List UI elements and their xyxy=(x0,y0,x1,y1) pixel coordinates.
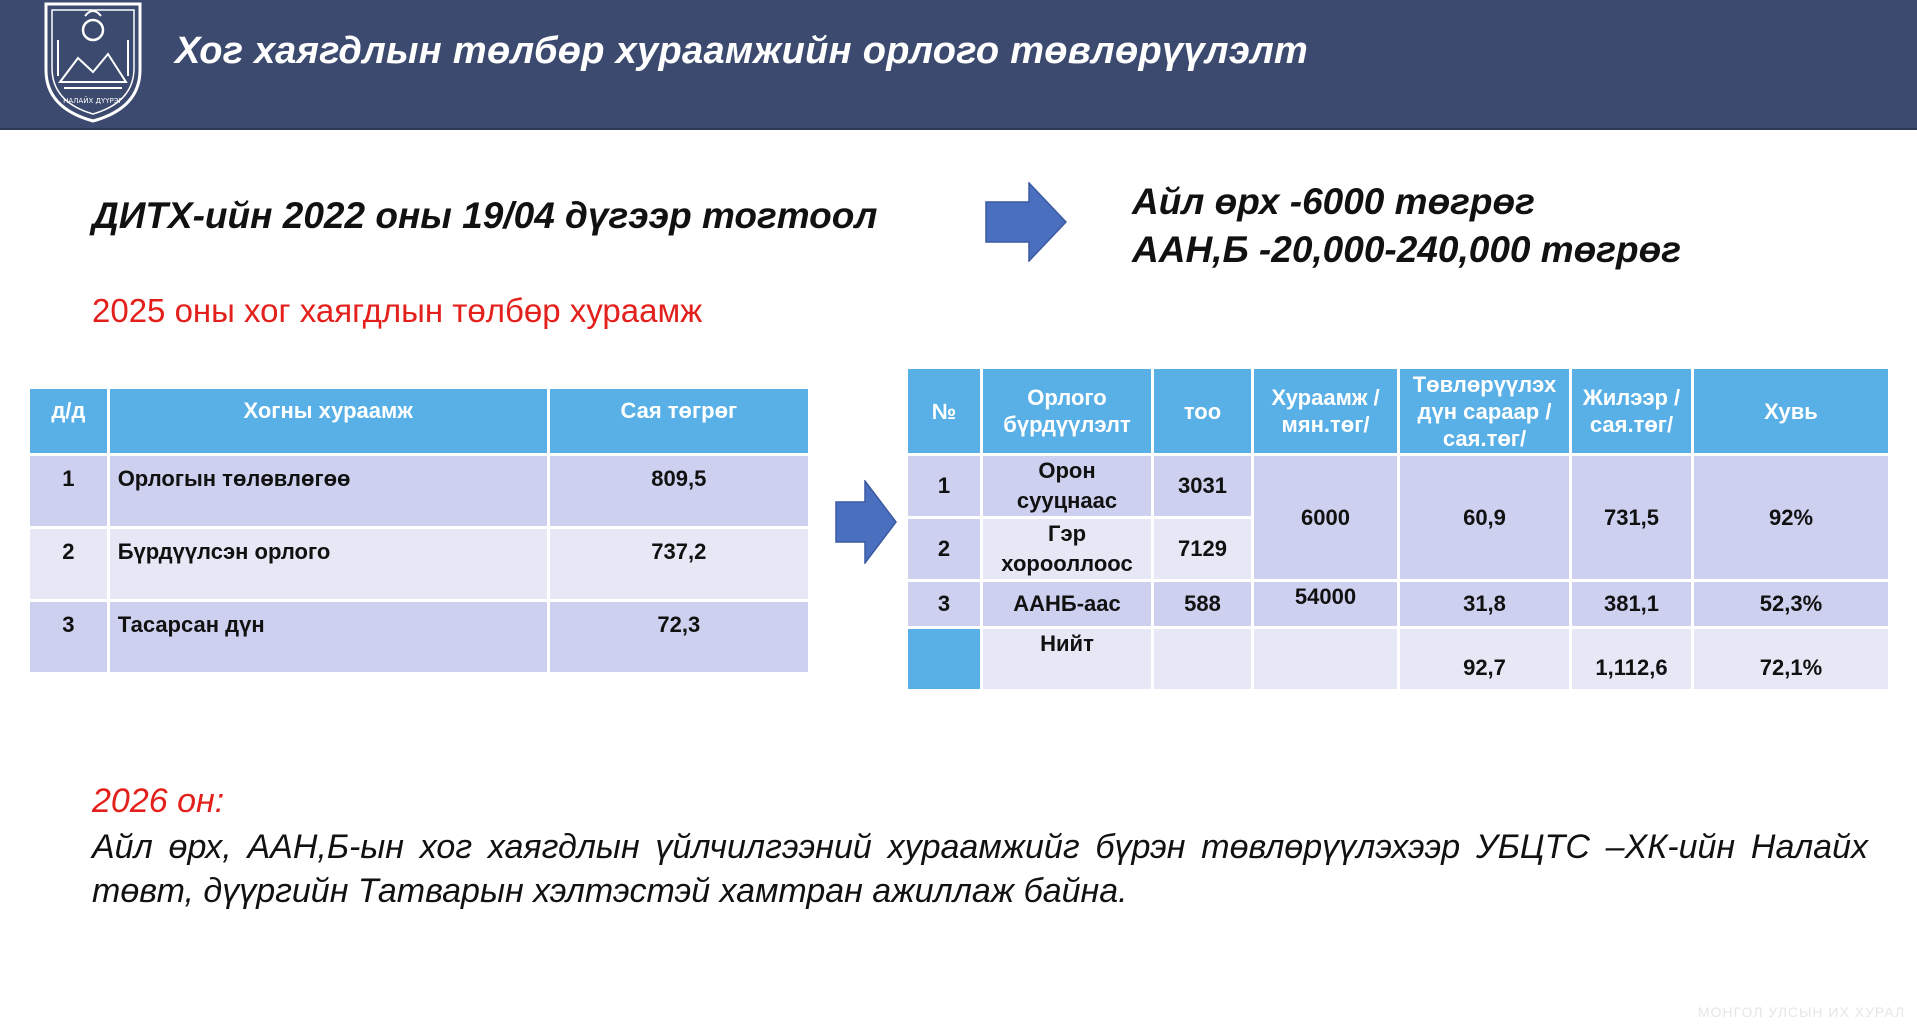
column-header: Жилээр /сая.төг/ xyxy=(1572,369,1691,453)
column-header: Хогны хураамж xyxy=(110,389,547,453)
revenue-breakdown-table xyxy=(905,366,1891,692)
right-arrow-icon xyxy=(985,182,1067,262)
fee-household: Айл өрх -6000 төгрөг xyxy=(1132,181,1535,222)
row-number xyxy=(908,629,980,689)
table1-heading: 2025 оны хог хаягдлын төлбөр хураамж xyxy=(92,292,703,329)
row-source: Нийт xyxy=(983,629,1151,689)
table-row xyxy=(908,456,1888,516)
table-row xyxy=(30,529,808,599)
column-header: Хувь xyxy=(1694,369,1888,453)
fee-business: ААН,Б -20,000-240,000 төгрөг xyxy=(1132,229,1681,270)
row-label: Тасарсан дүн xyxy=(110,602,547,672)
decree-text: ДИТХ-ийн 2022 оны 19/04 дүгээр тогтоол xyxy=(92,195,878,236)
total-monthly: 92,7 xyxy=(1400,629,1569,689)
svg-text:НАЛАЙХ ДҮҮРЭГ: НАЛАЙХ ДҮҮРЭГ xyxy=(63,97,123,105)
row-value: 737,2 xyxy=(550,529,808,599)
column-header: тоо xyxy=(1154,369,1251,453)
row-label: Орлогын төлөвлөгөө xyxy=(110,456,547,526)
note-text: Айл өрх, ААН,Б-ын хог хаягдлын үйлчилгээний хураамжийг бүрэн төвлөрүүлэхээр УБЦТС –ХК-ийн Налайх төвт, дүүргийн Татварын хэлтэстэй хамтран ажиллаж байна. xyxy=(92,828,1868,910)
household-yearly: 731,5 xyxy=(1572,456,1691,579)
table-row xyxy=(30,456,808,526)
business-yearly: 381,1 xyxy=(1572,582,1691,626)
row-source: Гэр хорооллоос xyxy=(983,519,1151,579)
watermark: МОНГОЛ УЛСЫН ИХ ХУРАЛ xyxy=(1698,1004,1906,1020)
row-label: Бүрдүүлсэн орлого xyxy=(110,529,547,599)
row-source: Орон сууцнаас xyxy=(983,456,1151,516)
district-emblem-icon xyxy=(40,0,146,124)
table-row xyxy=(908,629,1888,689)
fee-summary-table xyxy=(27,386,811,675)
row-count: 3031 xyxy=(1154,456,1251,516)
header-bar xyxy=(0,0,1917,130)
column-header: д/д xyxy=(30,389,107,453)
business-fee: 54000 xyxy=(1254,582,1397,626)
row-value: 809,5 xyxy=(550,456,808,526)
business-percent: 52,3% xyxy=(1694,582,1888,626)
row-source: ААНБ-аас xyxy=(983,582,1151,626)
fee-rates xyxy=(1132,178,1681,274)
table-row xyxy=(30,602,808,672)
row-count xyxy=(1154,629,1251,689)
row-number: 1 xyxy=(908,456,980,516)
column-header: Төвлөрүүлэх дүн сараар /сая.төг/ xyxy=(1400,369,1569,453)
total-percent: 72,1% xyxy=(1694,629,1888,689)
row-value: 72,3 xyxy=(550,602,808,672)
total-yearly: 1,112,6 xyxy=(1572,629,1691,689)
row-count: 588 xyxy=(1154,582,1251,626)
row-number: 3 xyxy=(30,602,107,672)
column-header: Сая төгрөг xyxy=(550,389,808,453)
row-number: 1 xyxy=(30,456,107,526)
row-number: 3 xyxy=(908,582,980,626)
right-arrow-icon xyxy=(835,480,897,564)
column-header: Хураамж /мян.төг/ xyxy=(1254,369,1397,453)
column-header: Орлого бүрдүүлэлт xyxy=(983,369,1151,453)
page-title: Хог хаягдлын төлбөр хураамжийн орлого төвлөрүүлэлт xyxy=(175,30,1309,72)
column-header: № xyxy=(908,369,980,453)
table-row xyxy=(908,582,1888,626)
table-header-row xyxy=(30,389,808,453)
household-monthly: 60,9 xyxy=(1400,456,1569,579)
table-header-row xyxy=(908,369,1888,453)
note-label: 2026 он: xyxy=(92,782,225,820)
row-number: 2 xyxy=(30,529,107,599)
household-percent: 92% xyxy=(1694,456,1888,579)
total-fee xyxy=(1254,629,1397,689)
household-fee: 6000 xyxy=(1254,456,1397,579)
row-count: 7129 xyxy=(1154,519,1251,579)
row-number: 2 xyxy=(908,519,980,579)
business-monthly: 31,8 xyxy=(1400,582,1569,626)
